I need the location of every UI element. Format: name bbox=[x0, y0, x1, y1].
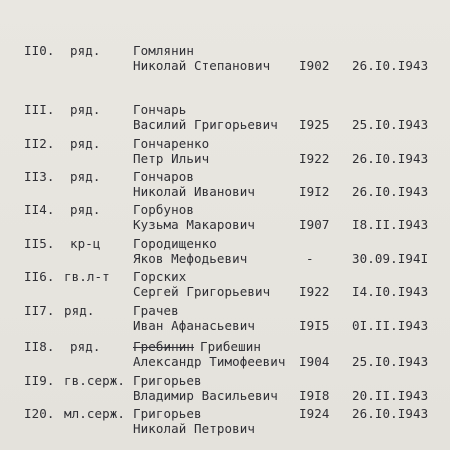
list-item bbox=[0, 304, 450, 336]
entry-number: I20. bbox=[24, 406, 55, 421]
entry-date: 30.09.I94I bbox=[352, 251, 429, 266]
entry-birth-year: - bbox=[306, 251, 314, 266]
list-item bbox=[0, 407, 450, 439]
entry-date: 25.I0.I943 bbox=[352, 117, 429, 132]
entry-rank: ряд. bbox=[70, 136, 101, 151]
entry-date: 26.I0.I943 bbox=[352, 406, 429, 421]
entry-number: II9. bbox=[24, 373, 55, 388]
entry-number: II4. bbox=[24, 202, 55, 217]
list-item bbox=[0, 340, 450, 372]
entry-surname: Гомлянин bbox=[133, 43, 195, 58]
entry-rank: гв.серж. bbox=[64, 373, 126, 388]
entry-number: III. bbox=[24, 102, 55, 117]
list-item bbox=[0, 170, 450, 202]
entry-date: I4.I0.I943 bbox=[352, 284, 429, 299]
entry-birth-year: I925 bbox=[299, 117, 330, 132]
entry-rank: ряд. bbox=[64, 303, 95, 318]
entry-birth-year: I924 bbox=[299, 406, 330, 421]
entry-number: II3. bbox=[24, 169, 55, 184]
entry-rank: гв.л-т bbox=[64, 269, 110, 284]
list-item bbox=[0, 203, 450, 235]
entry-given-name: Николай Степанович bbox=[133, 58, 271, 73]
entry-given-name: Владимир Васильевич bbox=[133, 388, 278, 403]
entry-date: 25.I0.I943 bbox=[352, 354, 429, 369]
entry-given-name: Василий Григорьевич bbox=[133, 117, 278, 132]
entry-number: II2. bbox=[24, 136, 55, 151]
entry-surname: Григорьев bbox=[133, 373, 202, 388]
entry-given-name: Сергей Григорьевич bbox=[133, 284, 271, 299]
list-item bbox=[0, 270, 450, 302]
entry-given-name: Петр Ильич bbox=[133, 151, 210, 166]
entry-rank: мл.серж. bbox=[64, 406, 126, 421]
struck-surname: Гребинин bbox=[133, 339, 195, 354]
entry-rank: ряд. bbox=[70, 43, 101, 58]
corrected-surname: Грибешин bbox=[200, 339, 262, 354]
entry-surname-line bbox=[133, 340, 261, 354]
list-item bbox=[0, 237, 450, 269]
entry-date: 26.I0.I943 bbox=[352, 184, 429, 199]
entry-surname: Горских bbox=[133, 269, 187, 284]
entry-birth-year: I922 bbox=[299, 284, 330, 299]
list-item bbox=[0, 44, 450, 76]
entry-surname: Григорьев bbox=[133, 406, 202, 421]
entry-date: 0I.II.I943 bbox=[352, 318, 429, 333]
entry-given-name: Николай Петрович bbox=[133, 421, 256, 436]
entry-rank: ряд. bbox=[70, 202, 101, 217]
entry-number: II6. bbox=[24, 269, 55, 284]
entry-date: 20.II.I943 bbox=[352, 388, 429, 403]
list-item bbox=[0, 137, 450, 169]
entry-rank: кр-ц bbox=[70, 236, 101, 251]
entry-number: II7. bbox=[24, 303, 55, 318]
entry-number: II5. bbox=[24, 236, 55, 251]
entry-rank: ряд. bbox=[70, 169, 101, 184]
entry-surname: Гончарь bbox=[133, 102, 187, 117]
entry-birth-year: I902 bbox=[299, 58, 330, 73]
entry-birth-year: I9I8 bbox=[299, 388, 330, 403]
entry-surname: Горбунов bbox=[133, 202, 195, 217]
entry-birth-year: I922 bbox=[299, 151, 330, 166]
entry-given-name: Николай Иванович bbox=[133, 184, 256, 199]
entry-date: I8.II.I943 bbox=[352, 217, 429, 232]
entry-given-name: Иван Афанасьевич bbox=[133, 318, 256, 333]
entry-given-name: Кузьма Макарович bbox=[133, 217, 256, 232]
entry-birth-year: I9I5 bbox=[299, 318, 330, 333]
list-item bbox=[0, 374, 450, 406]
entry-number: II8. bbox=[24, 339, 55, 354]
entry-surname: Гончаров bbox=[133, 169, 195, 184]
list-item bbox=[0, 103, 450, 135]
entry-given-name: Александр Тимофеевич bbox=[133, 354, 286, 369]
entry-given-name: Яков Мефодьевич bbox=[133, 251, 248, 266]
entry-rank: ряд. bbox=[70, 102, 101, 117]
entry-number: II0. bbox=[24, 43, 55, 58]
entry-surname: Грачев bbox=[133, 303, 179, 318]
entry-birth-year: I907 bbox=[299, 217, 330, 232]
entry-surname: Гончаренко bbox=[133, 136, 210, 151]
entry-birth-year: I904 bbox=[299, 354, 330, 369]
entry-rank: ряд. bbox=[70, 339, 101, 354]
entry-date: 26.I0.I943 bbox=[352, 58, 429, 73]
entry-birth-year: I9I2 bbox=[299, 184, 330, 199]
entry-date: 26.I0.I943 bbox=[352, 151, 429, 166]
entry-surname: Городищенко bbox=[133, 236, 217, 251]
